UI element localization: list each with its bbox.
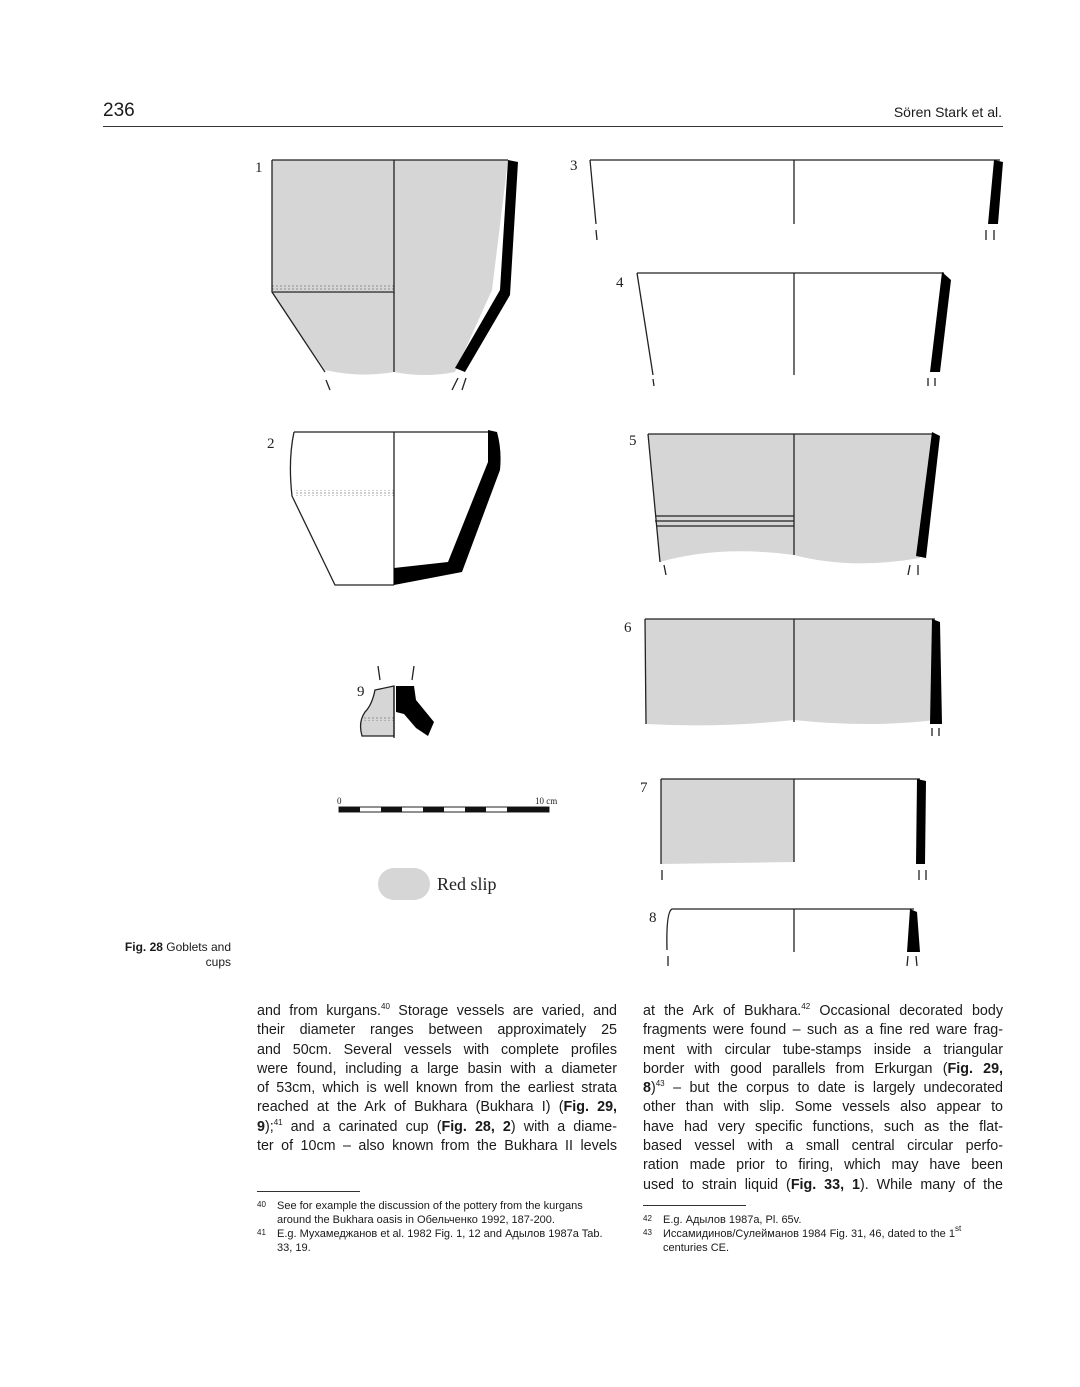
- footnote-ref-40[interactable]: 40: [381, 1002, 390, 1011]
- page-number: 236: [103, 100, 135, 121]
- footnote-42: 42 E.g. Адылов 1987a, Pl. 65v.: [643, 1214, 802, 1226]
- text-line: other than with slip. Some vessels also appear to: [643, 1099, 1003, 1116]
- vessel-6: [645, 619, 942, 736]
- text-line: 9);$^{41}$ and a carinated cup (Fig. 28, 2) with a diame-: [257, 1117, 617, 1135]
- footnote-ref-43[interactable]: 43: [655, 1079, 665, 1089]
- text-line: ration made prior to firing, which may have been: [643, 1157, 1003, 1174]
- figure-caption-text: Goblets and cups: [166, 940, 231, 969]
- vessel-number-9: 9: [357, 684, 365, 700]
- footnote-rule-left: [257, 1191, 360, 1192]
- body-text-column-right: [643, 1002, 1003, 1195]
- scale-end-label: 10 cm: [535, 796, 558, 806]
- figure-caption-label: Fig. 28: [124, 940, 163, 954]
- legend-label: Red slip: [437, 874, 497, 894]
- figure-ref-29-8[interactable]: Fig. 29,: [947, 1060, 1004, 1077]
- vessel-number-7: 7: [640, 780, 648, 796]
- scale-bar: [337, 796, 557, 812]
- vessel-4: [637, 272, 951, 386]
- text-line: their diameter ranges between approximately 25: [257, 1022, 617, 1039]
- vessel-5: [648, 432, 940, 575]
- footnote-43: 43 Иссамидинов/Сулейманов 1984 Fig. 31, 46, dated to the 1st centuries CE.: [643, 1224, 962, 1254]
- figure-ref-28-2[interactable]: Fig. 28, 2: [441, 1118, 511, 1135]
- text-line: were found, including a large basin with a diameter: [257, 1060, 617, 1077]
- figure-ref-29-9[interactable]: Fig. 29,: [563, 1099, 617, 1116]
- footnote-ref-41[interactable]: 41: [273, 1117, 283, 1127]
- vessel-number-1: 1: [255, 160, 263, 176]
- figure-caption: [100, 940, 231, 970]
- text-line: based vessel with a small central circular perfo-: [643, 1138, 1003, 1155]
- text-line: and from kurgans.$^{40}$ Storage vessels are varied, and: [257, 1002, 617, 1019]
- legend-swatch: [378, 868, 430, 900]
- text-line: ter of 10cm – also known from the Bukhara II levels: [257, 1138, 617, 1155]
- text-line: reached at the Ark of Bukhara (Bukhara I) (Fig. 29,: [257, 1099, 617, 1116]
- text-line: fragments were found – such as a fine red ware frag-: [643, 1022, 1003, 1039]
- text-line: border with good parallels from Erkurgan (Fig. 29,: [643, 1060, 1004, 1077]
- footnote-ref-42[interactable]: 42: [801, 1002, 811, 1011]
- vessel-number-4: 4: [616, 275, 624, 291]
- vessel-number-8: 8: [649, 910, 657, 926]
- vessel-3: [590, 160, 1003, 240]
- vessel-7: [661, 779, 926, 880]
- figure-ref-33-1[interactable]: Fig. 33, 1: [790, 1176, 860, 1193]
- text-line: 8)$^{43}$ – but the corpus to date is largely undecorated: [643, 1079, 1003, 1097]
- running-head-authors: Sören Stark et al.: [893, 104, 1002, 120]
- vessel-number-3: 3: [570, 158, 578, 174]
- text-line: of 53cm, which is well known from the earliest strata: [257, 1080, 617, 1097]
- text-line: at the Ark of Bukhara.$^{42}$ Occasional decorated body: [643, 1002, 1003, 1019]
- vessel-8: [667, 909, 920, 966]
- text-line: ment with circular tube-stamps inside a triangular: [643, 1041, 1003, 1058]
- text-line: used to strain liquid (Fig. 33, 1). While many of the: [643, 1176, 1003, 1193]
- vessel-number-2: 2: [267, 436, 275, 452]
- vessel-number-6: 6: [624, 620, 632, 636]
- body-text-column-left: [257, 1002, 617, 1156]
- footnote-rule-right: [643, 1205, 746, 1206]
- text-line: have had very specific functions, such as the flat-: [643, 1118, 1003, 1135]
- footnote-41: 41 E.g. Мухамеджанов et al. 1982 Fig. 1, 12 and Адылов 1987a Tab. 33, 19.: [257, 1228, 603, 1254]
- vessel-number-5: 5: [629, 433, 637, 449]
- text-line: and 50cm. Several vessels with complete profiles: [257, 1041, 617, 1058]
- vessel-9: [361, 666, 434, 738]
- legend: [378, 868, 497, 900]
- vessel-1: [272, 160, 518, 390]
- footnote-40: 40 See for example the discussion of the pottery from the kurgans around the Bukhara oasis in Обельченко 1992, 187-200.: [257, 1200, 583, 1226]
- scale-start-label: 0: [337, 796, 342, 806]
- vessel-2: [290, 430, 500, 585]
